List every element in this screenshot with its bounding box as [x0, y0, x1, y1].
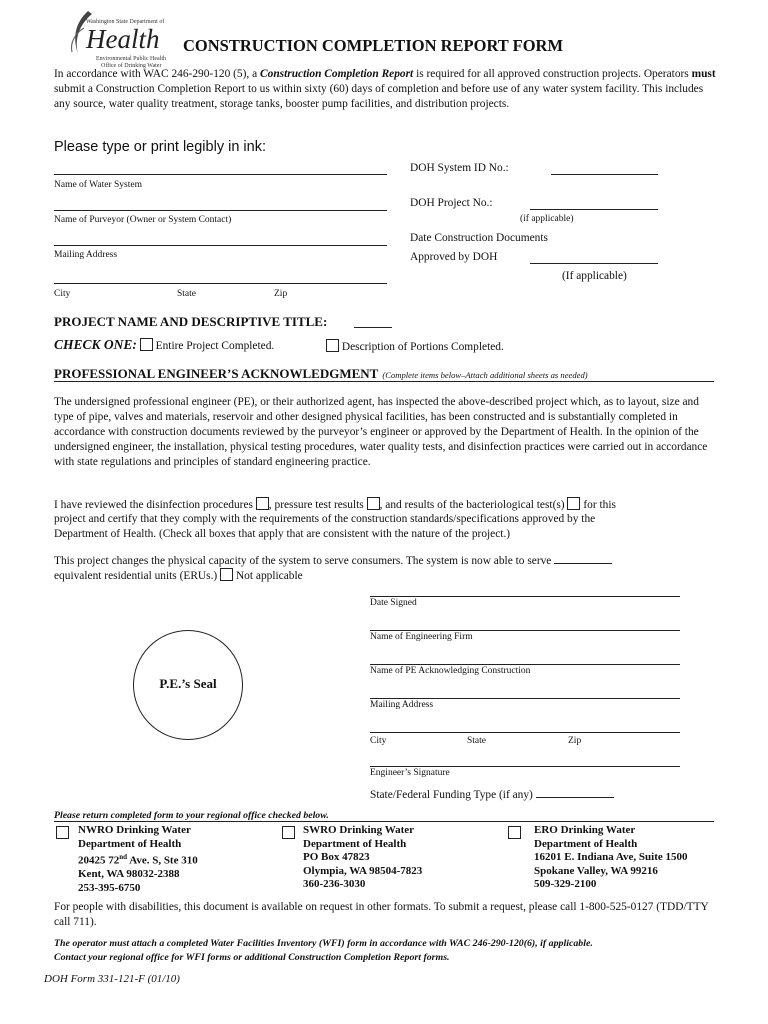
swro-dept: Department of Health: [303, 837, 407, 850]
form-title: CONSTRUCTION COMPLETION REPORT FORM: [183, 36, 564, 55]
intro-emphasis: Construction Completion Report: [260, 68, 414, 80]
system-id-label: DOH System ID No.:: [410, 162, 509, 174]
review-text-c: , and results of the bacteriological test(s): [379, 499, 565, 511]
city-state-zip-field[interactable]: [54, 283, 387, 284]
bacteriological-checkbox[interactable]: [567, 497, 580, 510]
pe-ack-rule: [54, 381, 714, 382]
review-line-2: project and certify that they comply with the requirements of the construction standards/specifications approved by the: [54, 513, 596, 525]
eru-count-field[interactable]: [554, 553, 612, 564]
mailing-address-label: Mailing Address: [54, 250, 118, 260]
wfi-note-1: The operator must attach a completed Water Facilities Inventory (WFI) form in accordance with WAC 246-290-120(6), if applicable.: [54, 938, 593, 949]
zip-label: Zip: [274, 289, 288, 299]
project-no-if-applicable: (if applicable): [520, 214, 574, 224]
nwro-dept: Department of Health: [78, 837, 182, 850]
ero-dept: Department of Health: [534, 837, 638, 850]
funding-field[interactable]: [536, 787, 614, 798]
approved-if-applicable: (If applicable): [562, 270, 627, 282]
swro-address-2: Olympia, WA 98504-7823: [303, 864, 423, 877]
logo-dept: Washington State Department of: [86, 19, 165, 25]
swro-phone: 360-236-3030: [303, 878, 366, 890]
funding-label: State/Federal Funding Type (if any): [370, 789, 533, 801]
pe-seal-label: P.E.’s Seal: [159, 676, 217, 691]
project-title-field[interactable]: [354, 327, 392, 328]
office-ero: [507, 824, 737, 892]
pe-ack-note: (Complete items below–Attach additional sheets as needed): [382, 370, 588, 380]
not-applicable-label: Not applicable: [235, 570, 303, 582]
check-one-row: [54, 337, 274, 353]
disability-notice: For people with disabilities, this document is available on request in other formats. To submit a request, please call 1-800-525-0127 (TDD/TTY call 711).: [54, 901, 709, 928]
entire-project-checkbox[interactable]: [140, 338, 153, 351]
swro-checkbox[interactable]: [282, 826, 295, 839]
date-docs-label: Date Construction Documents: [410, 232, 548, 244]
pe-ack-title: PROFESSIONAL ENGINEER’S ACKNOWLEDGMENT: [54, 366, 379, 381]
pe-ack-paragraph: The undersigned professional engineer (PE), or their authorized agent, has inspected the above-described project which, as to layout, size and type of pipe, valves and materials, reservoir and other designed physical facilities, has been constructed and is substantially completed in accordance with construction documents reviewed by the purveyor’s engineer or approved by the Department of Health. In the opinion of the undersigned engineer, the installation, physical testing procedures, water quality tests, and disinfection practices were carried out in accordance with state regulations and principles of standard engineering practice.: [54, 396, 708, 468]
engineering-firm-label: Name of Engineering Firm: [370, 632, 473, 642]
check-one-label: CHECK ONE:: [54, 337, 137, 352]
project-title-label: PROJECT NAME AND DESCRIPTIVE TITLE:: [54, 314, 328, 329]
form-id: DOH Form 331-121-F (01/10): [44, 973, 180, 985]
water-system-field[interactable]: [54, 174, 387, 175]
office-swro: [280, 824, 500, 892]
date-signed-field[interactable]: [370, 596, 680, 597]
pe-state-label: State: [467, 736, 486, 746]
funding-row: [370, 787, 614, 803]
ero-phone: 509-329-2100: [534, 878, 597, 890]
intro-must: must: [691, 68, 716, 80]
pressure-test-checkbox[interactable]: [367, 497, 380, 510]
pe-name-label: Name of PE Acknowledging Construction: [370, 666, 531, 676]
nwro-address-2: Kent, WA 98032-2388: [78, 868, 180, 881]
not-applicable-checkbox[interactable]: [220, 568, 233, 581]
purveyor-label: Name of Purveyor (Owner or System Contact): [54, 215, 232, 225]
doh-logo: [66, 8, 176, 69]
nwro-phone: 253-395-6750: [78, 881, 141, 894]
engineer-signature-label: Engineer’s Signature: [370, 768, 450, 778]
intro-paragraph: [54, 67, 716, 112]
ero-address-2: Spokane Valley, WA 99216: [534, 864, 658, 877]
disinfection-checkbox[interactable]: [256, 497, 269, 510]
portions-option: [326, 339, 504, 353]
review-line-1: [54, 497, 616, 513]
project-no-field[interactable]: [530, 209, 658, 210]
capacity-text-b: equivalent residential units (ERUs.): [54, 570, 218, 582]
return-rule: [54, 821, 714, 822]
engineer-signature-field[interactable]: [370, 766, 680, 767]
water-system-label: Name of Water System: [54, 180, 142, 190]
review-text-a: I have reviewed the disinfection procedures: [54, 499, 253, 511]
nwro-address-1: 20425 72nd Ave. S, Ste 310: [78, 853, 198, 867]
portions-checkbox[interactable]: [326, 339, 339, 352]
capacity-line-2: [54, 568, 303, 584]
approved-by-label: Approved by DOH: [410, 251, 498, 263]
project-no-label: DOH Project No.:: [410, 197, 493, 209]
pe-mailing-label: Mailing Address: [370, 700, 434, 710]
wfi-note-2: Contact your regional office for WFI forms or additional Construction Completion Report forms.: [54, 952, 450, 963]
please-instruction: Please type or print legibly in ink:: [54, 139, 266, 155]
date-signed-label: Date Signed: [370, 598, 417, 608]
pe-zip-label: Zip: [568, 736, 582, 746]
intro-text-c: Operators: [643, 68, 692, 80]
ero-name: ERO Drinking Water: [534, 824, 636, 836]
mailing-address-field[interactable]: [54, 245, 387, 246]
portions-label: Description of Portions Completed.: [341, 341, 504, 353]
entire-project-label: Entire Project Completed.: [155, 340, 275, 352]
ero-checkbox[interactable]: [508, 826, 521, 839]
city-label: City: [54, 289, 71, 299]
review-text-d: for this: [583, 499, 616, 511]
pe-city-field[interactable]: [370, 732, 680, 733]
logo-sub2: Office of Drinking Water: [101, 63, 162, 69]
pe-mailing-field[interactable]: [370, 698, 680, 699]
purveyor-field[interactable]: [54, 210, 387, 211]
pe-city-label: City: [370, 736, 387, 746]
nwro-name: NWRO Drinking Water: [78, 824, 191, 836]
intro-text-b: is required for all approved construction projects.: [413, 68, 641, 80]
state-label: State: [177, 289, 196, 299]
review-line-3: Department of Health. (Check all boxes that apply that are consistent with the nature of the project.): [54, 528, 511, 540]
engineering-firm-field[interactable]: [370, 630, 680, 631]
review-text-b: , pressure test results: [268, 499, 364, 511]
nwro-checkbox[interactable]: [56, 826, 69, 839]
office-nwro: [54, 824, 274, 895]
intro-text-d: submit a Construction Completion Report to us within sixty (60) days of completion and before use of any water system facility. This includes any source, water quality treatment, storage tanks, booster pump facilities, and distribution projects.: [54, 83, 704, 110]
pe-name-field[interactable]: [370, 664, 680, 665]
capacity-text-a: This project changes the physical capacity of the system to serve consumers. The system is now able to serve: [54, 555, 552, 567]
logo-wordmark: Health: [86, 24, 160, 54]
swro-address-1: PO Box 47823: [303, 851, 370, 863]
intro-text-a: In accordance with WAC 246-290-120 (5), a: [54, 68, 261, 80]
ero-address-1: 16201 E. Indiana Ave, Suite 1500: [534, 851, 688, 863]
capacity-line-1: [54, 553, 612, 569]
system-id-field[interactable]: [551, 174, 658, 175]
return-note: Please return completed form to your regional office checked below.: [54, 810, 329, 821]
approved-date-field[interactable]: [530, 263, 658, 264]
logo-sub1: Environmental Public Health: [96, 56, 166, 62]
swro-name: SWRO Drinking Water: [303, 824, 415, 836]
